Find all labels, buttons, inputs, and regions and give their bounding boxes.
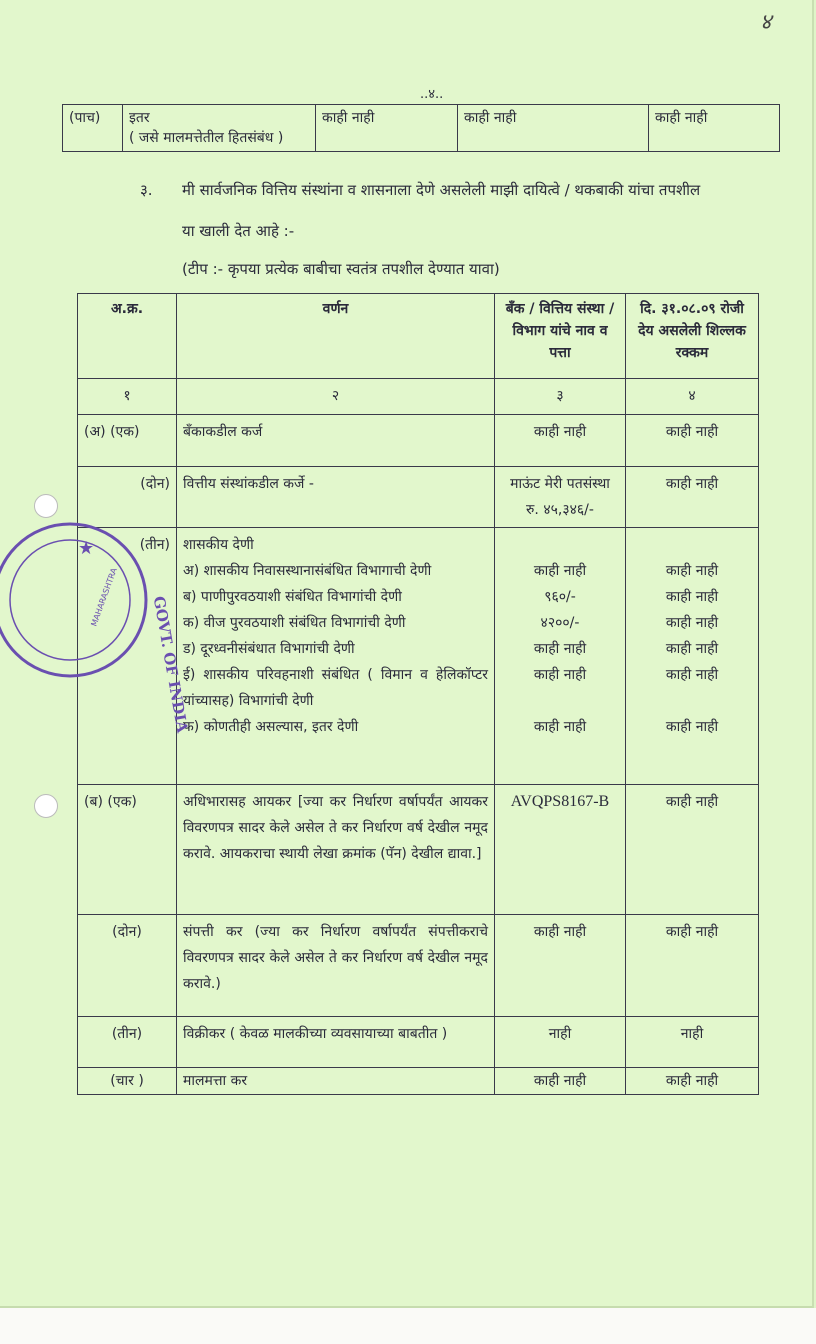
- punch-hole: [34, 494, 58, 518]
- svg-text:★: ★: [78, 538, 95, 559]
- cell-bank: [495, 528, 626, 785]
- cell-amount: नाही: [626, 1017, 759, 1068]
- header-desc: वर्णन: [177, 294, 495, 379]
- header-sr: अ.क्र.: [78, 294, 177, 379]
- header-bank: बँक / वित्तिय संस्था / विभाग यांचे नाव व पत्ता: [495, 294, 626, 379]
- sub-desc: क) वीज पुरवठयाशी संबंधित विभागांची देणी: [183, 615, 406, 631]
- cell-amount: काही नाही: [626, 1068, 759, 1095]
- section-number: ३.: [140, 181, 153, 199]
- scan-margin: [0, 1308, 816, 1344]
- page-marker: ..४..: [420, 87, 444, 102]
- sub-value: काही नाही: [665, 563, 719, 579]
- table-row: [78, 1068, 759, 1095]
- sub-desc: ड) दूरध्वनीसंबंधात विभागांची देणी: [183, 641, 355, 657]
- table-row: [78, 467, 759, 528]
- bank-amount: रु. ४५,३४६/-: [526, 502, 594, 518]
- cell-desc: बँकाकडील कर्ज: [177, 415, 495, 467]
- desc-title: शासकीय देणी: [183, 537, 254, 553]
- cell-desc: मालमत्ता कर: [177, 1068, 495, 1095]
- cell-bank: [495, 467, 626, 528]
- table-row: [78, 528, 759, 785]
- svg-text:GOVT. OF INDIA: GOVT. OF INDIA: [149, 594, 192, 735]
- sub-value: ९६०/-: [544, 589, 576, 605]
- sub-value: काही नाही: [665, 667, 719, 683]
- column-number-row: [78, 379, 759, 415]
- cell-amount: काही नाही: [626, 785, 759, 915]
- cell-amount: काही नाही: [626, 915, 759, 1017]
- cell-amount: [626, 528, 759, 785]
- cell-amount: काही नाही: [626, 415, 759, 467]
- cell-sr: (पाच): [63, 105, 123, 152]
- cell-desc: वित्तीय संस्थांकडील कर्जे -: [177, 467, 495, 528]
- handwritten-page-number: ४: [760, 10, 772, 35]
- col-number: १: [78, 379, 177, 415]
- cell-pan: AVQPS8167-B: [495, 785, 626, 915]
- cell-sr: (अ) (एक): [78, 415, 177, 467]
- sub-value: काही नाही: [665, 641, 719, 657]
- table-row: [78, 785, 759, 915]
- sub-value: काही नाही: [533, 563, 587, 579]
- svg-text:MAHARASHTRA: MAHARASHTRA: [89, 566, 119, 628]
- header-row: [78, 294, 759, 379]
- desc-line: इतर: [129, 110, 150, 126]
- sub-desc: अ) शासकीय निवासस्थानासंबंधित विभागाची देणी: [183, 563, 432, 579]
- cell-desc: [123, 105, 316, 152]
- cell: काही नाही: [316, 105, 458, 152]
- cell-sr: (दोन): [78, 915, 177, 1017]
- cell-bank: नाही: [495, 1017, 626, 1068]
- cell-sr: (दोन): [78, 467, 177, 528]
- col-number: ४: [626, 379, 759, 415]
- header-amount: दि. ३१.०८.०९ रोजी देय असलेली शिल्लक रक्कम: [626, 294, 759, 379]
- section-text-line2: या खाली देत आहे :-: [182, 222, 295, 240]
- cell-sr: (चार ): [78, 1068, 177, 1095]
- sub-value: काही नाही: [665, 589, 719, 605]
- section-note: (टीप :- कृपया प्रत्येक बाबीचा स्वतंत्र तपशील देण्यात यावा): [182, 260, 500, 278]
- col-number: २: [177, 379, 495, 415]
- cell-amount: काही नाही: [626, 467, 759, 528]
- bank-name: माऊंट मेरी पतसंस्था: [510, 476, 610, 492]
- table-row: [78, 1017, 759, 1068]
- cell-sr: (ब) (एक): [78, 785, 177, 915]
- sub-value: काही नाही: [665, 719, 719, 735]
- cell-desc: [177, 528, 495, 785]
- cell-desc: अधिभारासह आयकर [ज्या कर निर्धारण वर्षापर्यंत आयकर विवरणपत्र सादर केले असेल ते कर निर्धारण वर्ष देखील नमूद करावे. आयकराचा स्थायी लेखा क्रमांक (पॅन) देखील द्यावा.]: [177, 785, 495, 915]
- sub-desc: ब) पाणीपुरवठयाशी संबंधित विभागांची देणी: [183, 589, 402, 605]
- cell-desc: संपत्ती कर (ज्या कर निर्धारण वर्षापर्यंत संपत्तीकराचे विवरणपत्र सादर केले असेल ते कर निर्धारण वर्ष देखील नमूद करावे.): [177, 915, 495, 1017]
- sub-desc: फ) कोणतीही असल्यास, इतर देणी: [183, 719, 359, 735]
- section-text-line1: मी सार्वजनिक वित्तिय संस्थांना व शासनाला देणे असलेली माझी दायित्वे / थकबाकी यांचा तपशील: [182, 181, 701, 199]
- continued-table: [62, 104, 780, 152]
- sub-value: काही नाही: [533, 641, 587, 657]
- cell-bank: काही नाही: [495, 1068, 626, 1095]
- sub-value: काही नाही: [533, 667, 587, 683]
- sub-value: काही नाही: [665, 615, 719, 631]
- table-row: [78, 415, 759, 467]
- punch-hole: [34, 794, 58, 818]
- table-row: [63, 105, 780, 152]
- cell-desc: विक्रीकर ( केवळ मालकीच्या व्यवसायाच्या बाबतीत ): [177, 1017, 495, 1068]
- sub-value: काही नाही: [533, 719, 587, 735]
- table-row: [78, 915, 759, 1017]
- cell: काही नाही: [649, 105, 780, 152]
- cell: काही नाही: [458, 105, 649, 152]
- col-number: ३: [495, 379, 626, 415]
- cell-bank: काही नाही: [495, 915, 626, 1017]
- cell-sr: (तीन): [78, 528, 177, 785]
- cell-bank: काही नाही: [495, 415, 626, 467]
- cell-sr: (तीन): [78, 1017, 177, 1068]
- sub-desc: ई) शासकीय परिवहनाशी संबंधित ( विमान व हेलिकॉप्टर यांच्यासह) विभागांची देणी: [183, 667, 488, 709]
- sub-value: ४२००/-: [540, 615, 580, 631]
- desc-line: ( जसे मालमत्तेतील हितसंबंध ): [129, 130, 284, 146]
